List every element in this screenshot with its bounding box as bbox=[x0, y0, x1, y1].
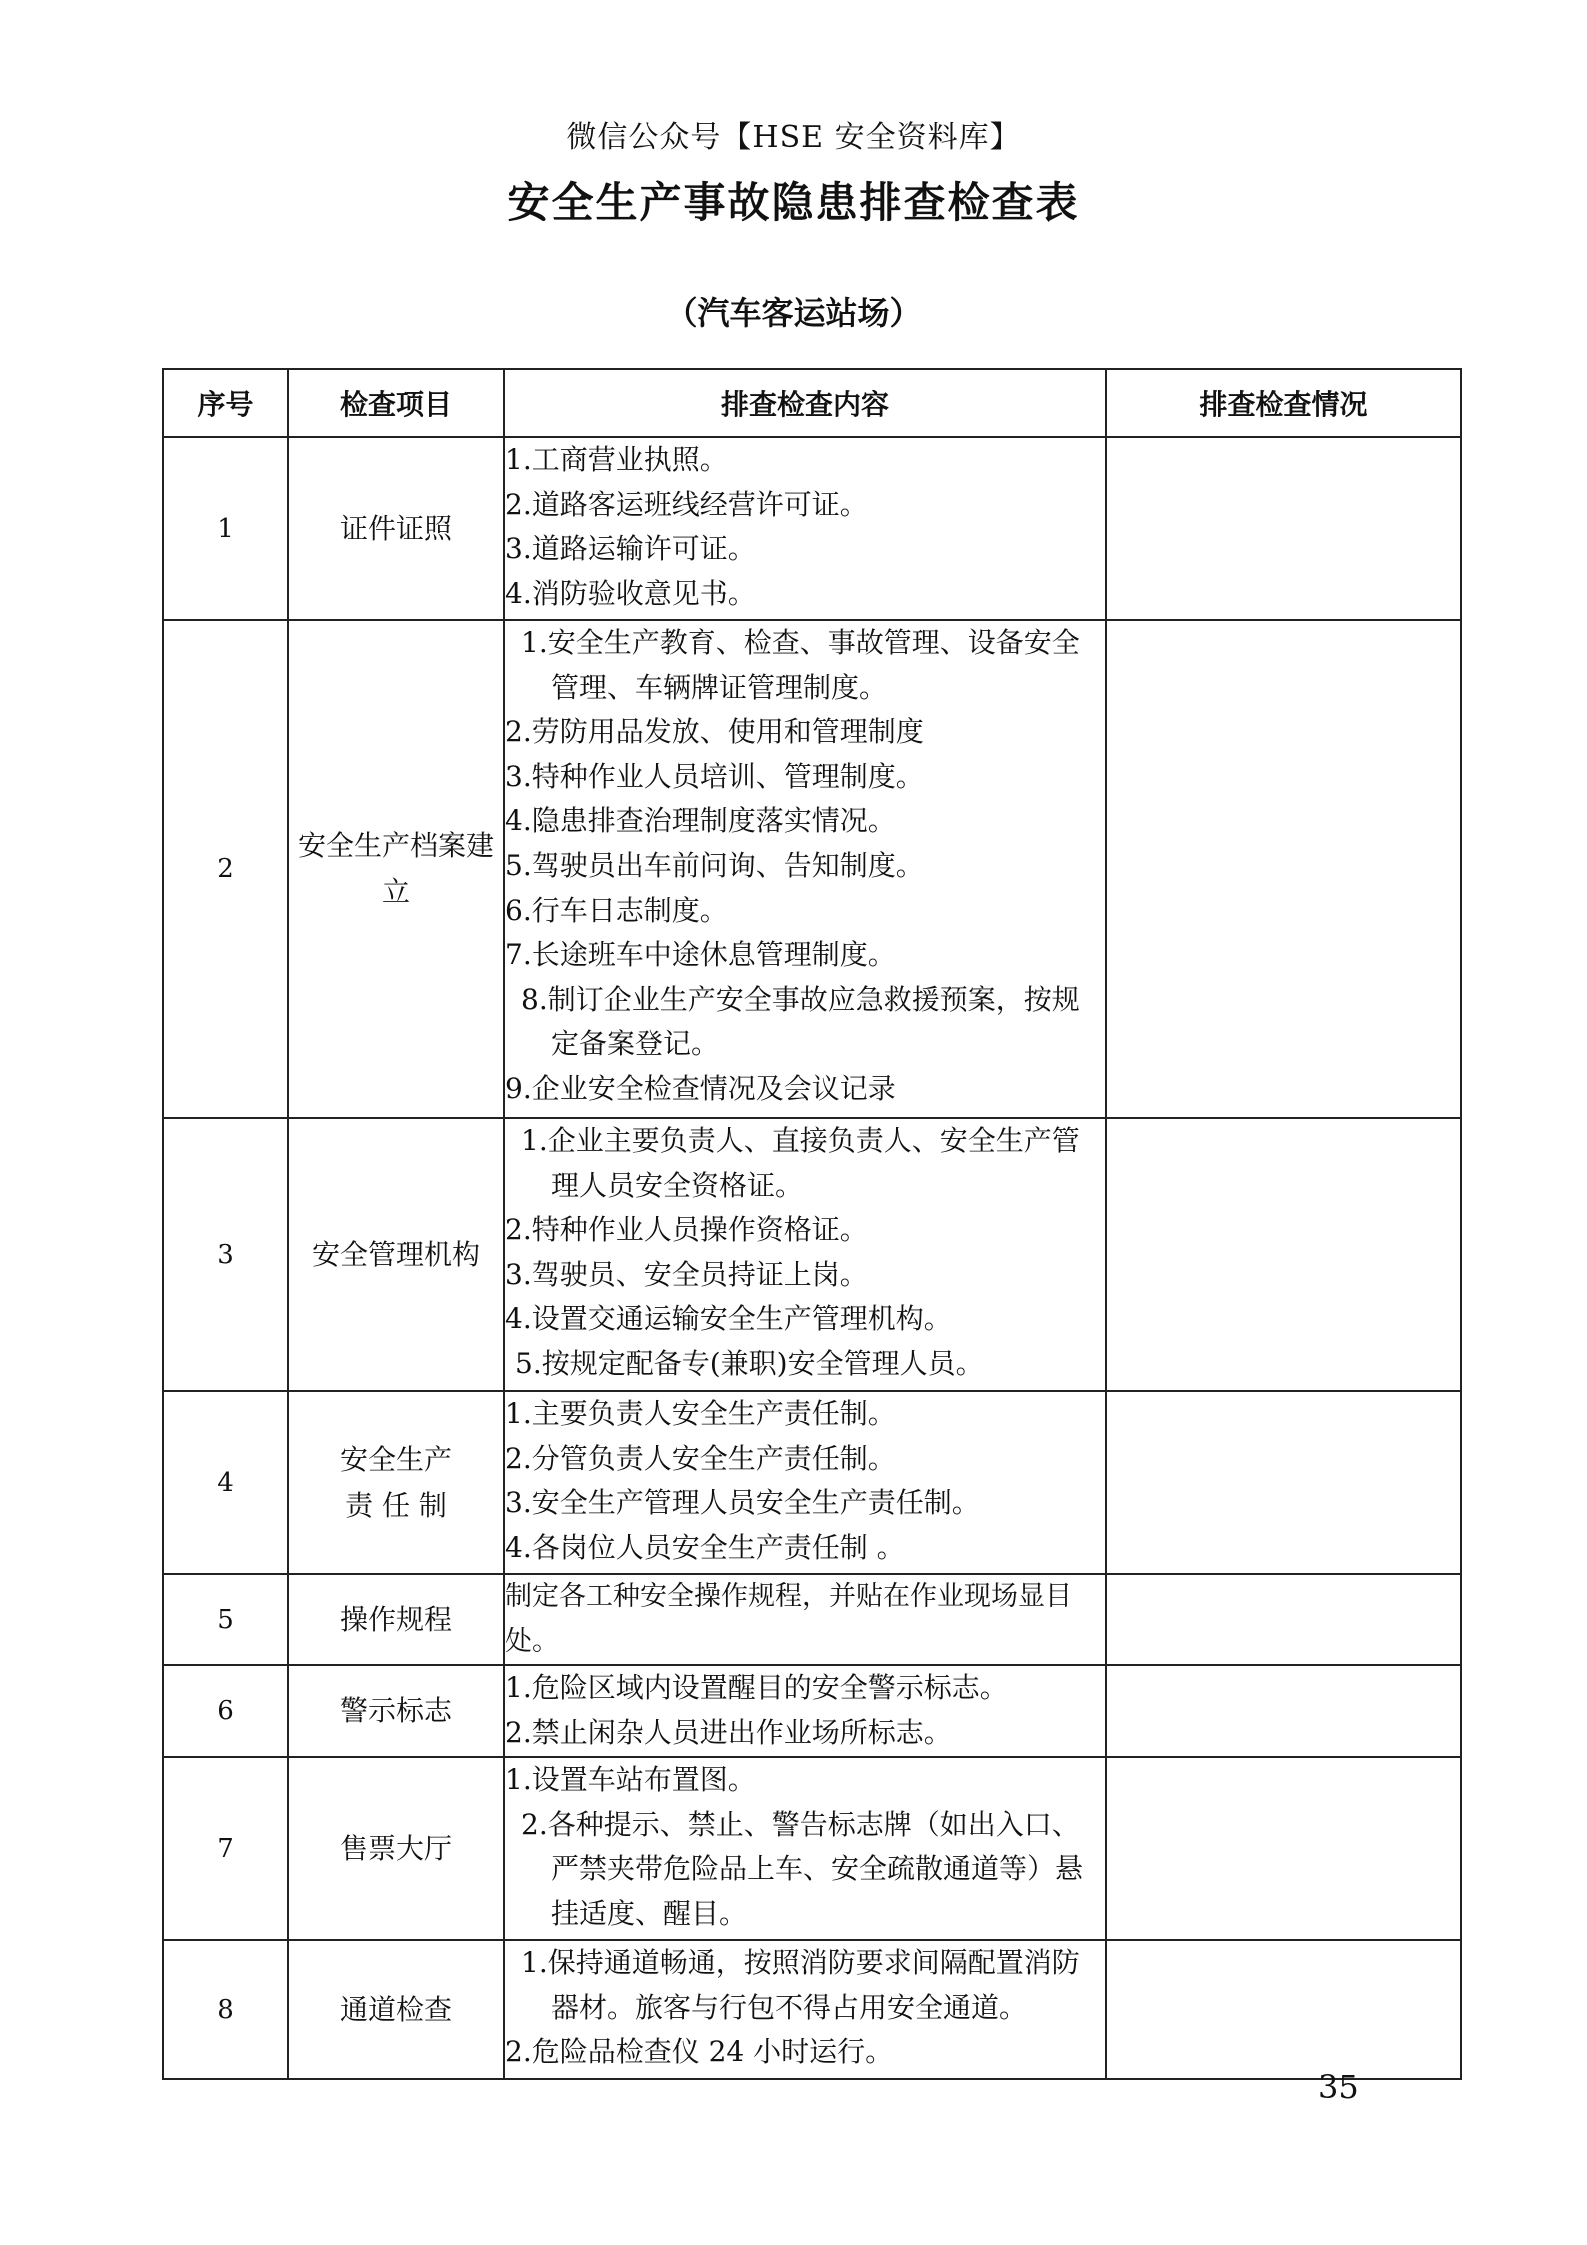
row-result bbox=[1106, 1574, 1461, 1665]
content-line: 4.消防验收意见书。 bbox=[505, 576, 756, 610]
inspection-table bbox=[162, 368, 1462, 2080]
row-item: 通道检查 bbox=[288, 1940, 504, 2079]
content-line: 4.隐患排查治理制度落实情况。 bbox=[505, 804, 896, 838]
column-header-result: 排查检查情况 bbox=[1106, 369, 1461, 437]
row-result bbox=[1106, 1757, 1461, 1940]
row-seq: 8 bbox=[163, 1940, 288, 2079]
row-item: 警示标志 bbox=[288, 1665, 504, 1757]
row-content bbox=[504, 1757, 1106, 1940]
content-line: 3.安全生产管理人员安全生产责任制。 bbox=[505, 1486, 980, 1520]
row-result bbox=[1106, 620, 1461, 1118]
content-line: 4.设置交通运输安全生产管理机构。 bbox=[505, 1302, 952, 1336]
content-line: 7.长途班车中途休息管理制度。 bbox=[505, 938, 896, 972]
content-line: 2.劳防用品发放、使用和管理制度 bbox=[505, 715, 924, 749]
row-seq: 4 bbox=[163, 1391, 288, 1574]
table-row bbox=[163, 1757, 1461, 1940]
row-seq: 2 bbox=[163, 620, 288, 1118]
row-content bbox=[504, 1940, 1106, 2079]
content-line: 2.道路客运班线经营许可证。 bbox=[505, 487, 868, 521]
row-seq: 3 bbox=[163, 1118, 288, 1391]
content-line: 1.保持通道畅通，按照消防要求间隔配置消防器材。旅客与行包不得占用安全通道。 bbox=[521, 1946, 1080, 2024]
source-line: 微信公众号【HSE 安全资料库】 bbox=[566, 120, 1021, 155]
content-line: 1.工商营业执照。 bbox=[505, 443, 728, 476]
row-seq: 7 bbox=[163, 1757, 288, 1940]
table-row bbox=[163, 1391, 1461, 1574]
content-line: 1.主要负责人安全生产责任制。 bbox=[505, 1397, 896, 1430]
page-subtitle: （汽车客运站场） bbox=[665, 294, 922, 332]
page-number: 35 bbox=[1318, 2068, 1359, 2106]
row-content bbox=[504, 437, 1106, 620]
row-content bbox=[504, 620, 1106, 1118]
row-item: 操作规程 bbox=[288, 1574, 504, 1665]
content-line: 1.危险区域内设置醒目的安全警示标志。 bbox=[505, 1671, 1008, 1705]
content-line: 3.特种作业人员培训、管理制度。 bbox=[505, 759, 924, 793]
table-row bbox=[163, 1574, 1461, 1665]
content-line: 2.分管负责人安全生产责任制。 bbox=[505, 1441, 896, 1475]
row-seq: 6 bbox=[163, 1665, 288, 1757]
content-line: 2.危险品检查仪 24 小时运行。 bbox=[505, 2035, 894, 2069]
content-line: 1.安全生产教育、检查、事故管理、设备安全管理、车辆牌证管理制度。 bbox=[521, 626, 1080, 704]
content-line: 9.企业安全检查情况及会议记录 bbox=[505, 1071, 896, 1105]
table-header-row bbox=[163, 369, 1461, 437]
table-row bbox=[163, 1665, 1461, 1757]
row-seq: 1 bbox=[163, 437, 288, 620]
page-title: 安全生产事故隐患排查检查表 bbox=[507, 178, 1080, 227]
content-line: 5.按规定配备专(兼职)安全管理人员。 bbox=[515, 1346, 984, 1380]
row-item: 证件证照 bbox=[288, 437, 504, 620]
row-seq: 5 bbox=[163, 1574, 288, 1665]
table-row bbox=[163, 1940, 1461, 2079]
column-header-seq: 序号 bbox=[163, 369, 288, 437]
content-line: 8.制订企业生产安全事故应急救援预案，按规定备案登记。 bbox=[521, 982, 1080, 1061]
row-item: 安全管理机构 bbox=[288, 1118, 504, 1391]
content-line: 2.禁止闲杂人员进出作业场所标志。 bbox=[505, 1715, 952, 1749]
column-header-item: 检查项目 bbox=[288, 369, 504, 437]
content-line: 3.道路运输许可证。 bbox=[505, 532, 756, 566]
table-row bbox=[163, 1118, 1461, 1391]
content-line: 3.驾驶员、安全员持证上岗。 bbox=[505, 1257, 868, 1291]
row-content bbox=[504, 1665, 1106, 1757]
row-content bbox=[504, 1391, 1106, 1574]
row-item: 安全生产 责 任 制 bbox=[288, 1391, 504, 1574]
table-row bbox=[163, 620, 1461, 1118]
table-row bbox=[163, 437, 1461, 620]
row-result bbox=[1106, 437, 1461, 620]
row-content bbox=[504, 1574, 1106, 1665]
row-result bbox=[1106, 1118, 1461, 1391]
content-line: 2.各种提示、禁止、警告标志牌（如出入口、严禁夹带危险品上车、安全疏散通道等）悬挂适度、醒目。 bbox=[521, 1807, 1084, 1930]
content-line: 2.特种作业人员操作资格证。 bbox=[505, 1213, 868, 1247]
content-line: 制定各工种安全操作规程，并贴在作业现场显目处。 bbox=[505, 1581, 1072, 1657]
content-line: 1.设置车站布置图。 bbox=[505, 1763, 756, 1797]
row-result bbox=[1106, 1665, 1461, 1757]
content-line: 1.企业主要负责人、直接负责人、安全生产管理人员安全资格证。 bbox=[521, 1124, 1080, 1202]
row-item: 安全生产档案建立 bbox=[288, 620, 504, 1118]
row-item: 售票大厅 bbox=[288, 1757, 504, 1940]
row-content bbox=[504, 1118, 1106, 1391]
content-line: 5.驾驶员出车前问询、告知制度。 bbox=[505, 848, 924, 882]
row-result bbox=[1106, 1391, 1461, 1574]
column-header-content: 排查检查内容 bbox=[504, 369, 1106, 437]
content-line: 6.行车日志制度。 bbox=[505, 893, 728, 927]
row-result bbox=[1106, 1940, 1461, 2079]
content-line: 4.各岗位人员安全生产责任制 。 bbox=[505, 1530, 905, 1564]
